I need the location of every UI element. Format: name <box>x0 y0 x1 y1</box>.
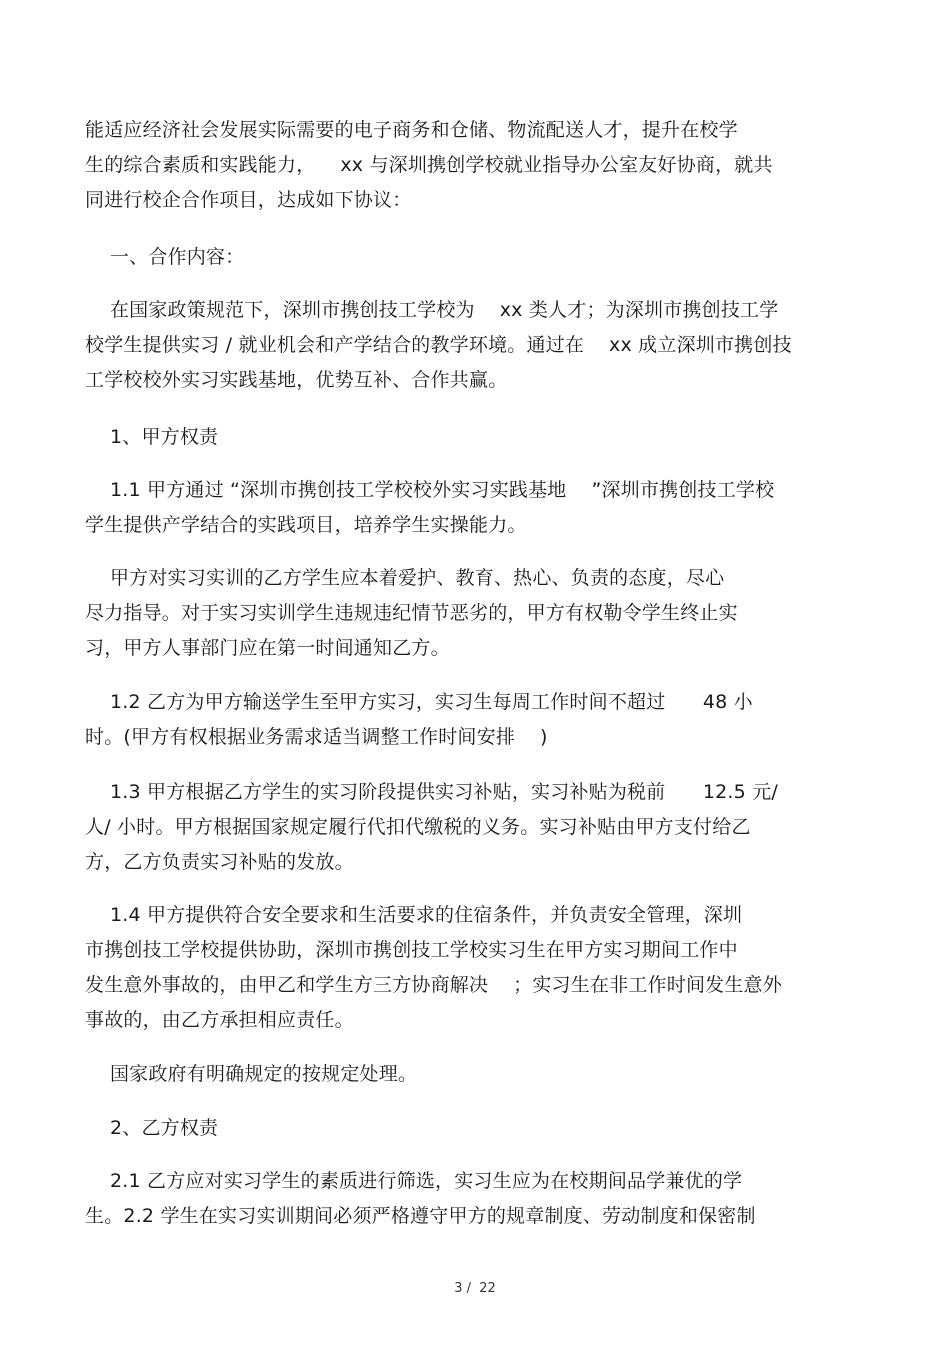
section-heading: 1、甲方权责 <box>85 426 219 448</box>
paragraph-line: 1.2 乙方为甲方输送学生至甲方实习，实习生每周工作时间不超过 48 小 <box>85 691 753 713</box>
paragraph-line: 人/ 小时。甲方根据国家规定履行代扣代缴税的义务。实习补贴由甲方支付给乙 <box>85 816 751 838</box>
paragraph-line: 生的综合素质和实践能力， xx 与深圳携创学校就业指导办公室友好协商，就共 <box>85 154 773 176</box>
paragraph-line: 发生意外事故的，由甲乙和学生方三方协商解决 ；实习生在非工作时间发生意外 <box>85 974 782 996</box>
paragraph-line: 能适应经济社会发展实际需要的电子商务和仓储、物流配送人才，提升在校学 <box>85 119 738 141</box>
page-number: 3 / 22 <box>454 1281 496 1296</box>
paragraph-line: 生。2.2 学生在实习实训期间必须严格遵守甲方的规章制度、劳动制度和保密制 <box>85 1205 756 1227</box>
section-heading: 一、合作内容： <box>85 246 245 268</box>
paragraph-line: 1.4 甲方提供符合安全要求和生活要求的住宿条件，并负责安全管理，深圳 <box>85 904 743 926</box>
paragraph-line: 1.1 甲方通过 “深圳市携创技工学校校外实习实践基地 ”深圳市携创技工学校 <box>85 479 775 501</box>
paragraph-line: 习，甲方人事部门应在第一时间通知乙方。 <box>85 637 450 659</box>
paragraph-line: 1.3 甲方根据乙方学生的实习阶段提供实习补贴，实习补贴为税前 12.5 元/ <box>85 781 778 803</box>
paragraph-line: 市携创技工学校提供协助，深圳市携创技工学校实习生在甲方实习期间工作中 <box>85 939 738 961</box>
section-heading: 2、乙方权责 <box>85 1117 219 1139</box>
paragraph-line: 校学生提供实习 / 就业机会和产学结合的教学环境。通过在 xx 成立深圳市携创技 <box>85 334 792 356</box>
paragraph-line: 在国家政策规范下，深圳市携创技工学校为 xx 类人才；为深圳市携创技工学 <box>85 299 779 321</box>
paragraph-line: 国家政府有明确规定的按规定处理。 <box>85 1063 418 1085</box>
paragraph-line: 学生提供产学结合的实践项目，培养学生实操能力。 <box>85 514 527 536</box>
paragraph-line: 工学校校外实习实践基地，优势互补、合作共赢。 <box>85 369 508 391</box>
paragraph-line: 尽力指导。对于实习实训学生违规违纪情节恶劣的，甲方有权勒令学生终止实 <box>85 602 738 624</box>
paragraph-line: 同进行校企合作项目，达成如下协议： <box>85 189 412 211</box>
paragraph-line: 2.1 乙方应对实习学生的素质进行筛选，实习生应为在校期间品学兼优的学 <box>85 1170 743 1192</box>
paragraph-line: 方，乙方负责实习补贴的发放。 <box>85 851 354 873</box>
paragraph-line: 甲方对实习实训的乙方学生应本着爱护、教育、热心、负责的态度，尽心 <box>85 567 725 589</box>
paragraph-line: 事故的，由乙方承担相应责任。 <box>85 1009 354 1031</box>
paragraph-line: 时。(甲方有权根据业务需求适当调整工作时间安排 ) <box>85 726 548 748</box>
